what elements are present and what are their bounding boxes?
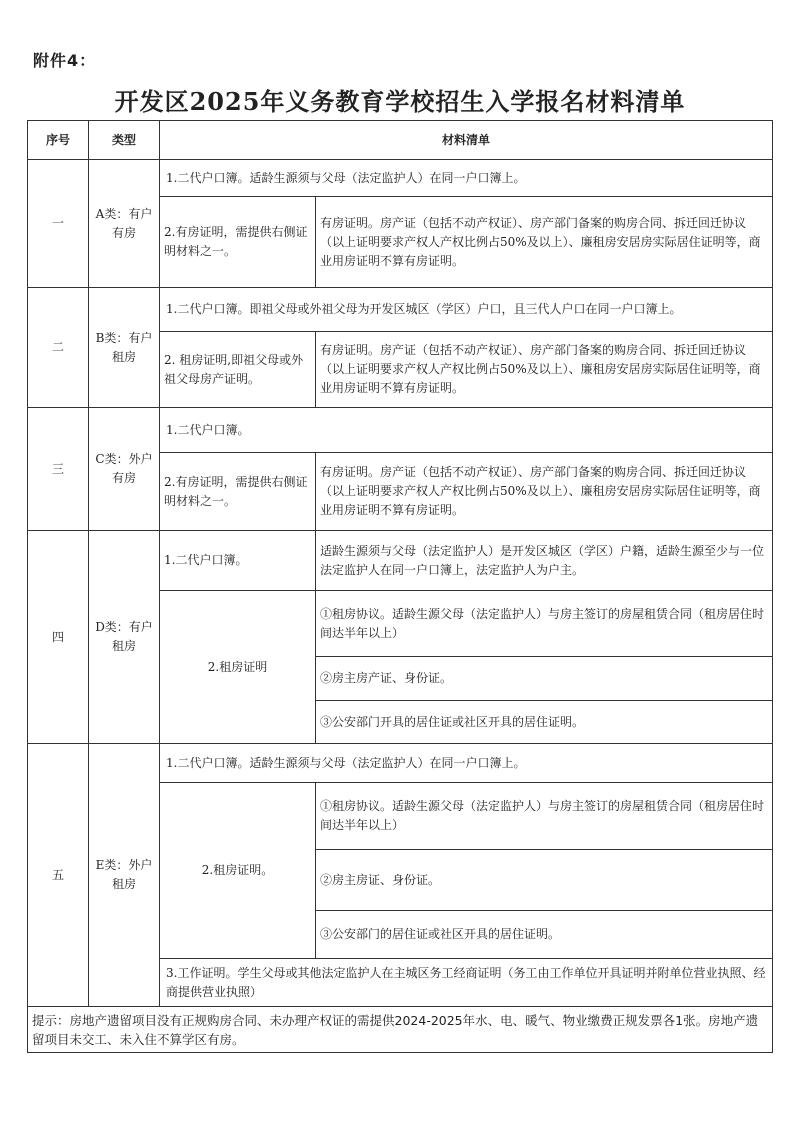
material-sub-item: ①租房协议。适龄生源父母（法定监护人）与房主签订的房屋租赁合同（租房居住时间达半年以上） xyxy=(316,591,773,657)
table-header-row xyxy=(28,121,773,160)
row-type: C类：外户有房 xyxy=(89,408,160,531)
material-sub-item: ①租房协议。适龄生源父母（法定监护人）与房主签订的房屋租赁合同（租房居住时间达半年以上） xyxy=(316,783,773,850)
material-text: 有房证明。房产证（包括不动产权证）、房产部门备案的购房合同、拆迁回迁协议（以上证明要求产权人产权比例占50%及以上）、廉租房安居房实际居住证明等，商业用房证明不算有房证明。 xyxy=(316,332,773,408)
material-sub-item: ③公安部门开具的居住证或社区开具的居住证明。 xyxy=(316,701,773,744)
material-label: 1.二代户口簿。 xyxy=(160,531,316,591)
material-sub-item: ②房主房证、身份证。 xyxy=(316,850,773,911)
header-index: 序号 xyxy=(28,121,89,160)
row-index: 三 xyxy=(28,408,89,531)
material-item: 1.二代户口簿。即祖父母或外祖父母为开发区城区（学区）户口，且三代人户口在同一户口簿上。 xyxy=(160,288,773,332)
material-label: 2.有房证明，需提供右侧证明材料之一。 xyxy=(160,453,316,531)
note-text: 提示：房地产遗留项目没有正规购房合同、未办理产权证的需提供2024-2025年水、电、暖气、物业缴费正规发票各1张。房地产遗留项目未交工、未入住不算学区有房。 xyxy=(28,1007,773,1053)
table-row xyxy=(28,408,773,453)
table-row xyxy=(28,531,773,591)
material-item: 1.二代户口簿。 xyxy=(160,408,773,453)
row-index: 二 xyxy=(28,288,89,408)
row-type: B类：有户租房 xyxy=(89,288,160,408)
material-sub-item: ③公安部门的居住证或社区开具的居住证明。 xyxy=(316,911,773,959)
attachment-label: 附件4： xyxy=(33,51,97,70)
row-index: 一 xyxy=(28,160,89,288)
materials-table xyxy=(27,120,773,1053)
table-row xyxy=(28,744,773,783)
row-index: 四 xyxy=(28,531,89,744)
material-label: 2.有房证明，需提供右侧证明材料之一。 xyxy=(160,197,316,288)
row-type: D类：有户租房 xyxy=(89,531,160,744)
material-sub-item: ②房主房产证、身份证。 xyxy=(316,657,773,701)
table-row xyxy=(28,160,773,197)
material-item: 1.二代户口簿。适龄生源须与父母（法定监护人）在同一户口簿上。 xyxy=(160,744,773,783)
row-type: E类：外户租房 xyxy=(89,744,160,1007)
header-materials: 材料清单 xyxy=(160,121,773,160)
material-text: 有房证明。房产证（包括不动产权证）、房产部门备案的购房合同、拆迁回迁协议（以上证明要求产权人产权比例占50%及以上）、廉租房安居房实际居住证明等，商业用房证明不算有房证明。 xyxy=(316,453,773,531)
table-row xyxy=(28,288,773,332)
material-item: 3.工作证明。学生父母或其他法定监护人在主城区务工经商证明（务工由工作单位开具证明并附单位营业执照、经商提供营业执照） xyxy=(160,959,773,1007)
material-text: 有房证明。房产证（包括不动产权证）、房产部门备案的购房合同、拆迁回迁协议（以上证明要求产权人产权比例占50%及以上）、廉租房安居房实际居住证明等，商业用房证明不算有房证明。 xyxy=(316,197,773,288)
material-label: 2.租房证明 xyxy=(160,591,316,744)
table-row xyxy=(28,1007,773,1053)
header-type: 类型 xyxy=(89,121,160,160)
material-text: 适龄生源须与父母（法定监护人）是开发区城区（学区）户籍，适龄生源至少与一位法定监护人在同一户口簿上，法定监护人为户主。 xyxy=(316,531,773,591)
material-label: 2.租房证明。 xyxy=(160,783,316,959)
material-item: 1.二代户口簿。适龄生源须与父母（法定监护人）在同一户口簿上。 xyxy=(160,160,773,197)
row-index: 五 xyxy=(28,744,89,1007)
row-type: A类：有户有房 xyxy=(89,160,160,288)
material-label: 2. 租房证明,即祖父母或外祖父母房产证明。 xyxy=(160,332,316,408)
page-title: 开发区2025年义务教育学校招生入学报名材料清单 xyxy=(114,87,686,116)
